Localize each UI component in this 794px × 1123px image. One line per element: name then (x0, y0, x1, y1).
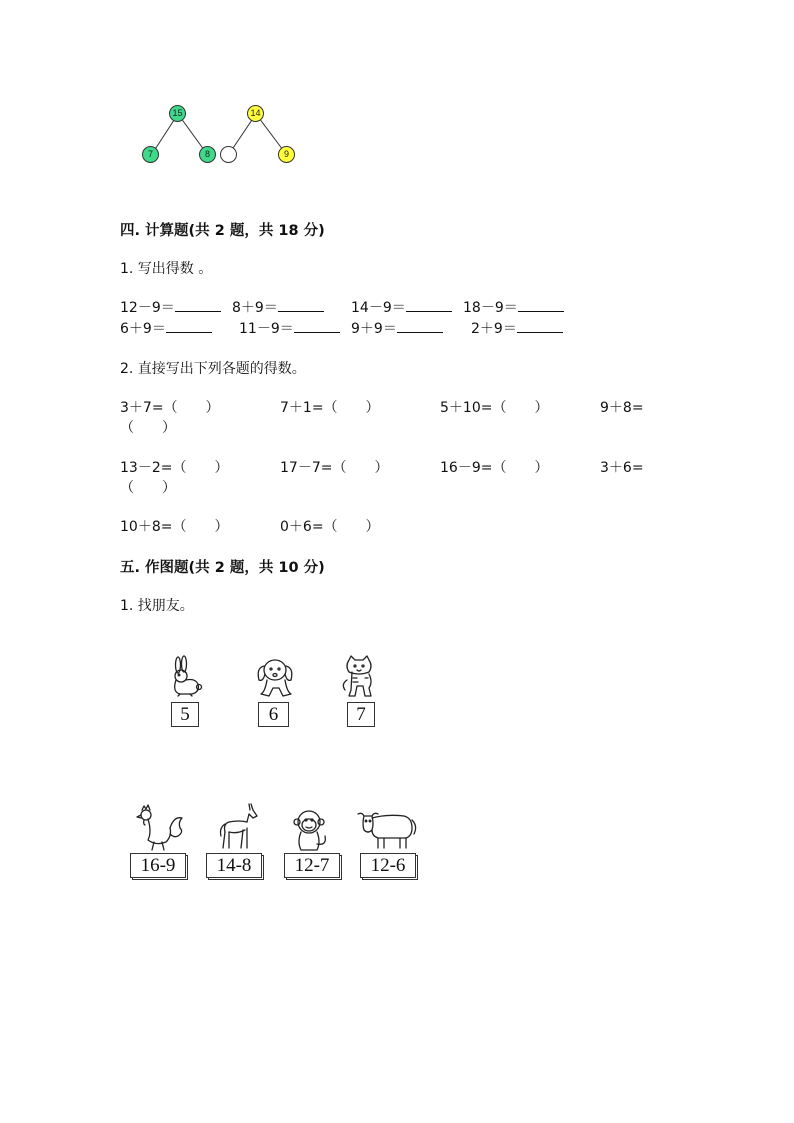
tree2-right-node: 9 (278, 146, 295, 163)
s4-q2-item[interactable]: 13－2=（ ） (120, 460, 229, 476)
number-box: 6 (258, 702, 289, 727)
tiger-cub-icon (339, 654, 381, 700)
s4-q1-item: 14－9＝ (351, 297, 452, 317)
s4-q1-item: 18－9＝ (463, 297, 564, 317)
answer-blank[interactable] (294, 320, 340, 333)
s4-q1-item: 9＋9＝ (351, 318, 443, 338)
answer-blank[interactable] (166, 320, 212, 333)
expression-box: 12-7 (284, 853, 340, 878)
tree2-left-node-blank[interactable] (220, 146, 237, 163)
number-box: 5 (171, 702, 199, 727)
s4-q2-label: 2. 直接写出下列各题的得数。 (120, 361, 306, 377)
horse-icon (217, 802, 263, 852)
s4-q2-item[interactable]: 10＋8=（ ） (120, 519, 229, 535)
tree1-right-node: 8 (199, 146, 216, 163)
s4-q1-item: 11－9＝ (239, 318, 340, 338)
answer-blank[interactable] (397, 320, 443, 333)
cow-icon (356, 808, 418, 852)
answer-blank[interactable] (518, 299, 564, 312)
expression-box: 14-8 (206, 853, 262, 878)
tree2-top-node: 14 (247, 105, 264, 122)
puppy-icon (253, 654, 297, 700)
answer-blank[interactable] (278, 299, 324, 312)
s4-q1-label: 1. 写出得数 。 (120, 261, 213, 277)
tree1-top-node: 15 (169, 105, 186, 122)
expression-box: 12-6 (360, 853, 416, 878)
rooster-icon (134, 804, 186, 852)
section4-heading: 四. 计算题(共 2 题，共 18 分) (120, 223, 325, 239)
answer-blank[interactable] (175, 299, 221, 312)
s4-q1-item: 2＋9＝ (471, 318, 563, 338)
s4-q2-item[interactable]: 16－9=（ ） (440, 460, 549, 476)
number-box: 7 (347, 702, 375, 727)
section5-heading: 五. 作图题(共 2 题，共 10 分) (120, 560, 325, 576)
s4-q2-item[interactable]: 5＋10=（ ） (440, 400, 549, 416)
answer-blank[interactable] (517, 320, 563, 333)
rabbit-icon (168, 656, 204, 698)
s4-q1-item: 12－9＝ (120, 297, 221, 317)
s4-q2-item[interactable]: 7＋1=（ ） (280, 400, 380, 416)
s4-q2-item: 3＋6= (600, 460, 644, 476)
s5-q1-label: 1. 找朋友。 (120, 598, 194, 614)
s4-q2-item[interactable]: 17－7=（ ） (280, 460, 389, 476)
s4-q1-item: 8＋9＝ (232, 297, 324, 317)
tree1-left-node: 7 (142, 146, 159, 163)
expression-box: 16-9 (130, 853, 186, 878)
s4-q2-item-wrap[interactable]: （ ） (120, 420, 176, 436)
monkey-icon (289, 808, 333, 854)
s4-q2-item: 9＋8= (600, 400, 644, 416)
s4-q2-item[interactable]: 3＋7=（ ） (120, 400, 220, 416)
s4-q2-item[interactable]: 0＋6=（ ） (280, 519, 380, 535)
s4-q2-item-wrap[interactable]: （ ） (120, 480, 176, 496)
answer-blank[interactable] (406, 299, 452, 312)
s4-q1-item: 6＋9＝ (120, 318, 212, 338)
